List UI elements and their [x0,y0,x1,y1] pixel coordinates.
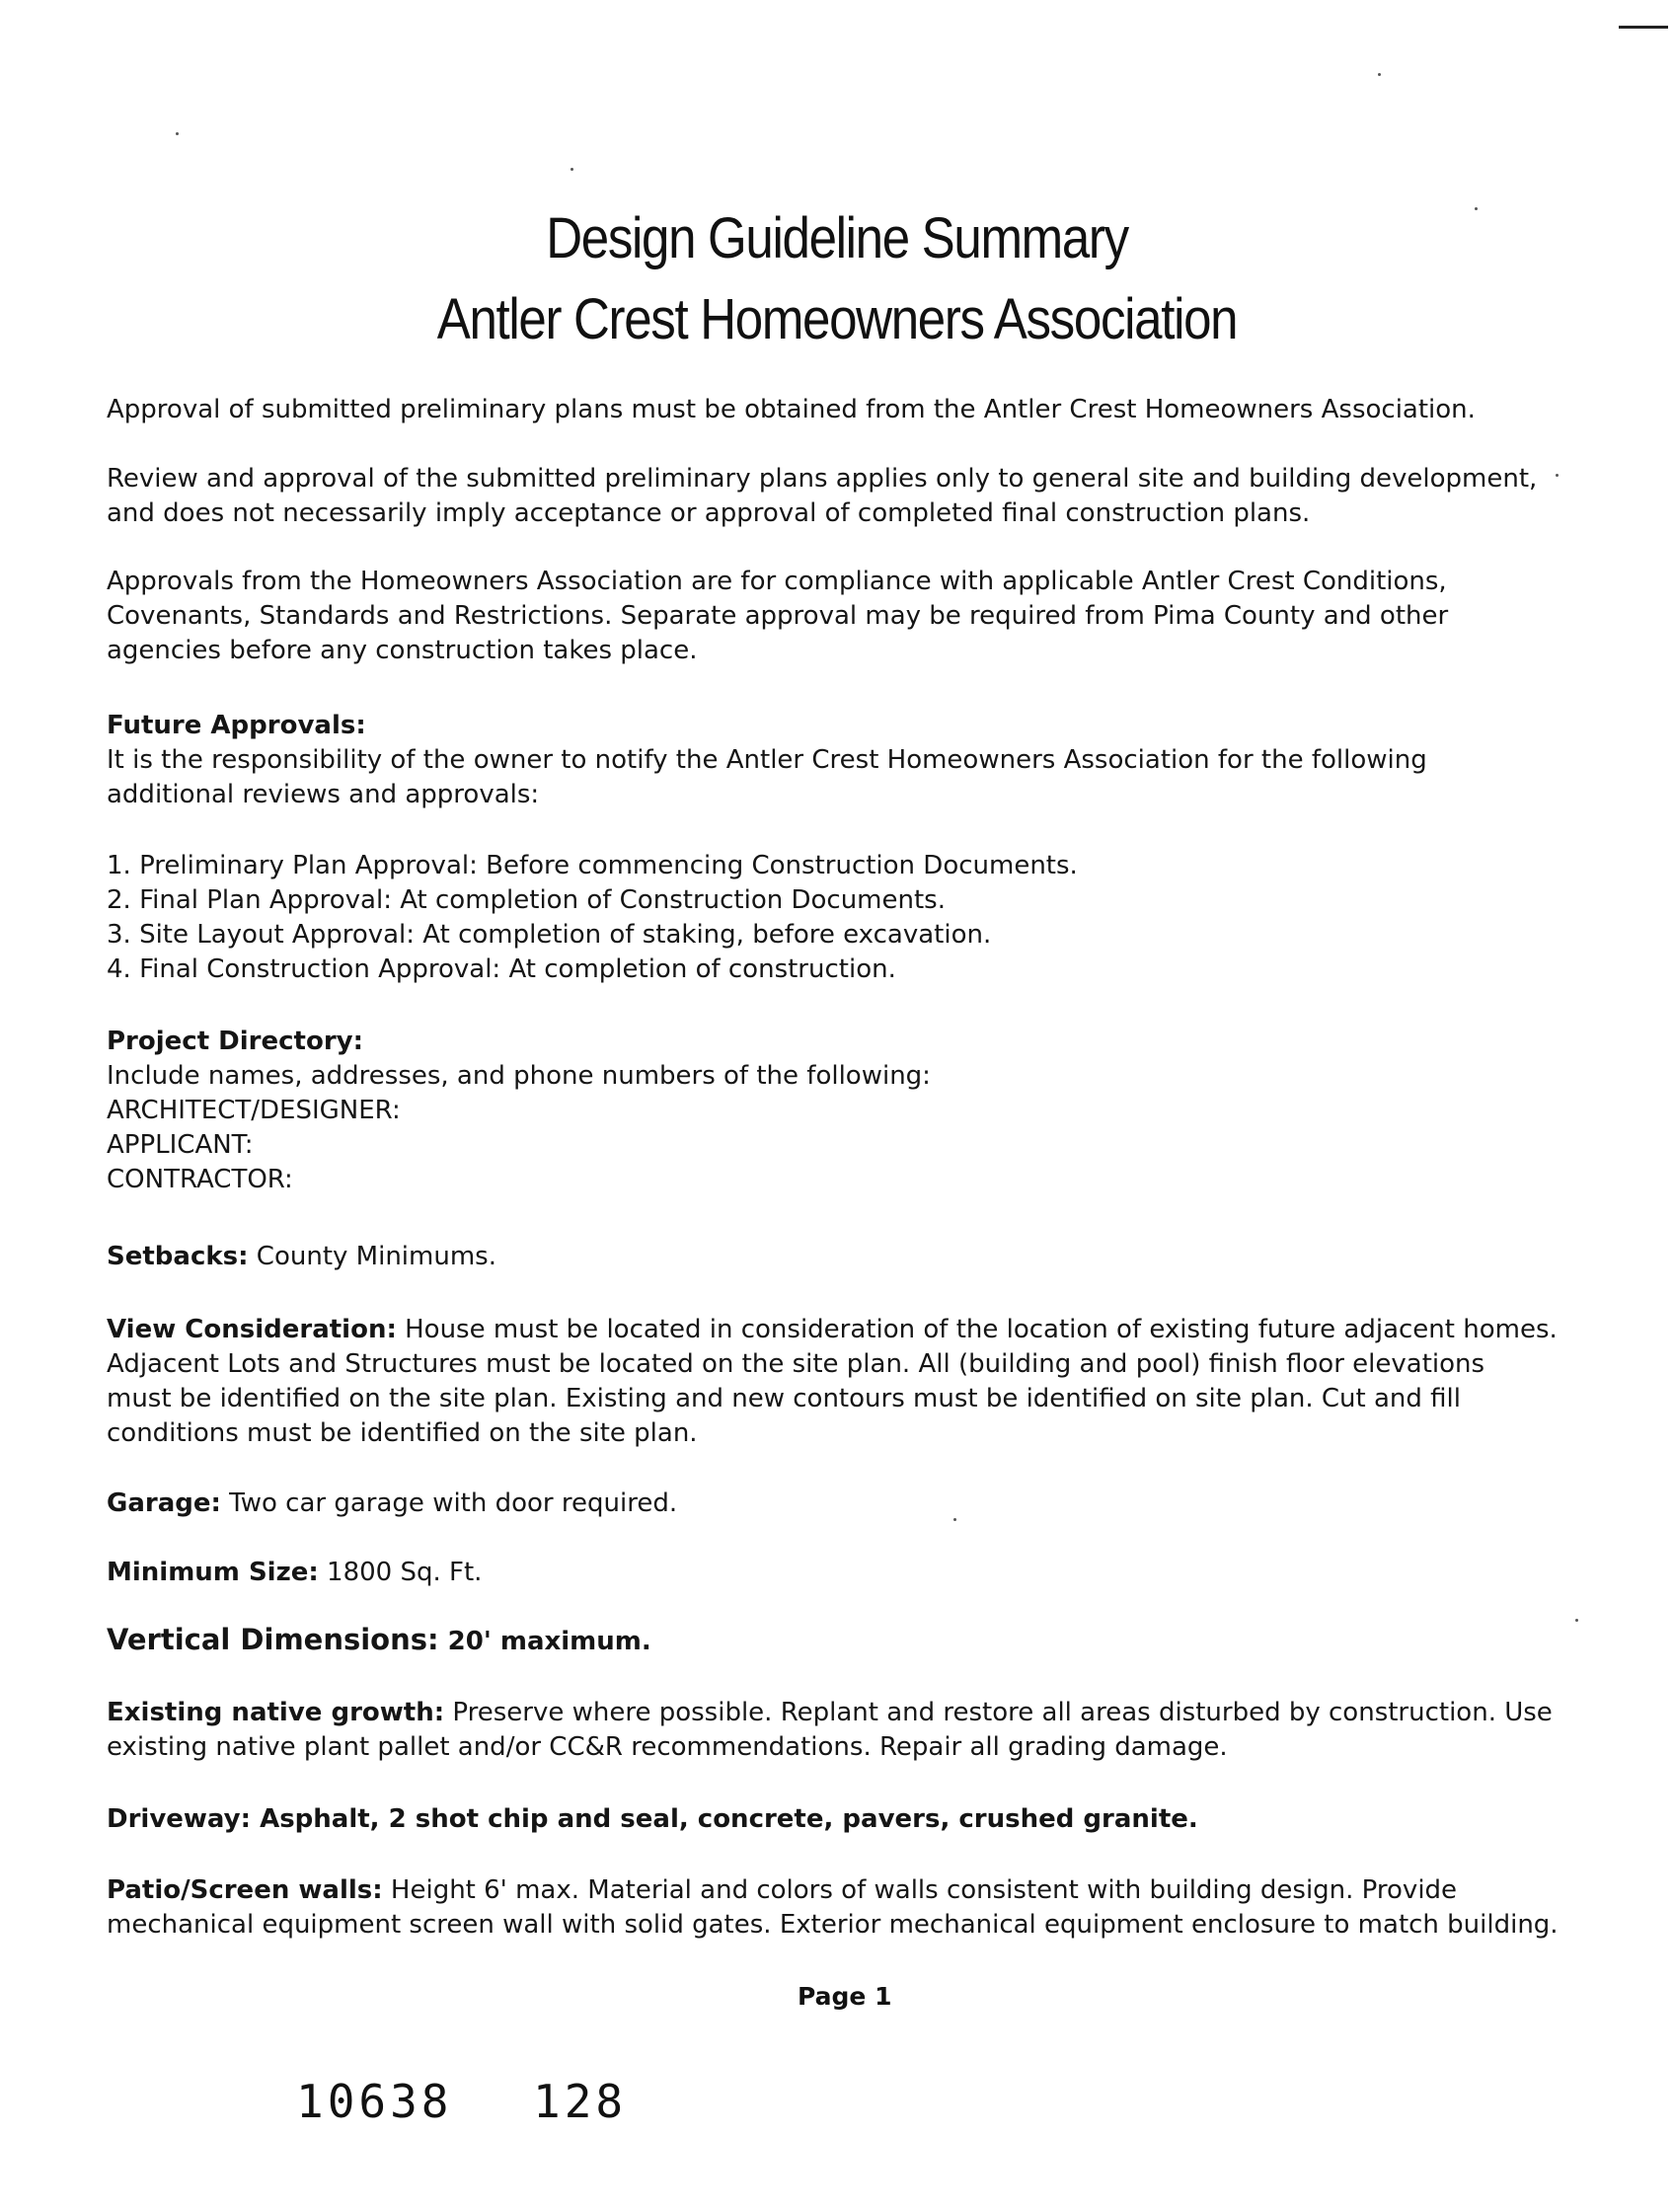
scan-speck [1575,1619,1578,1622]
list-item: 3. Site Layout Approval: At completion of staking, before excavation. [107,920,992,950]
view-consideration-section: View Consideration: House must be located in consideration of the location of existing future adjacent homes. Adjacent Lots and Structures must be located on the site plan. All (building and pool) finish floor elevations must be identified on the site plan. Existing and new contours must be identified on site plan. Cut and fill conditions must be identified on the site plan. [107,1315,1558,1448]
driveway-section: Driveway: Asphalt, 2 shot chip and seal, concrete, pavers, crushed granite. [107,1804,1198,1834]
intro-paragraph-3: Approvals from the Homeowners Association are for compliance with applicable Antler Crest Conditions, Covenants, Standards and Restrictions. Separate approval may be required from Pima County and other agencies before any construction takes place. [107,567,1449,665]
future-approvals-section: Future Approvals: It is the responsibility of the owner to notify the Antler Crest Homeowners Association for the following additional reviews and approvals: [107,709,1607,812]
document-title: Design Guideline Summary [546,206,1128,270]
list-item: 1. Preliminary Plan Approval: Before commencing Construction Documents. [107,851,1078,880]
page-number-stamp: 128 [533,2075,628,2128]
patio-walls-section: Patio/Screen walls: Height 6' max. Material and colors of walls consistent with building design. Provide mechanical equipment screen wall with solid gates. Exterior mechanical equipment enclosure to match building. [107,1875,1559,1940]
minimum-size-section: Minimum Size: 1800 Sq. Ft. [107,1558,483,1587]
native-growth-section: Existing native growth: Preserve where possible. Replant and restore all areas disturbed by construction. Use existing native plant pallet and/or CC&R recommendations. Repair all grading damage. [107,1698,1553,1762]
section-label: Driveway: [107,1804,252,1834]
section-heading: Project Directory: [107,1027,363,1056]
project-directory-section: Project Directory: Include names, addresses, and phone numbers of the following: ARCHITECT/DESIGNER: APPLICANT: CONTRACTOR: [107,1025,1607,1197]
list-item: 2. Final Plan Approval: At completion of Construction Documents. [107,885,946,915]
section-heading: Future Approvals: [107,711,366,740]
scan-speck [1378,73,1381,76]
section-label: Setbacks: [107,1242,249,1271]
section-label: View Consideration: [107,1315,397,1344]
document-number-stamp: 10638 [296,2075,453,2128]
garage-section: Garage: Two car garage with door required. [107,1488,678,1518]
page-number: Page 1 [798,1982,892,2011]
section-label: Patio/Screen walls: [107,1875,383,1905]
section-label: Minimum Size: [107,1558,319,1587]
scan-speck [571,168,573,171]
intro-paragraph-1: Approval of submitted preliminary plans must be obtained from the Antler Crest Homeowners Association. [107,395,1476,424]
scan-edge-mark [1619,26,1668,29]
setbacks-section: Setbacks: County Minimums. [107,1242,496,1271]
section-label: Vertical Dimensions: [107,1623,439,1656]
section-label: Garage: [107,1488,221,1518]
list-item: 4. Final Construction Approval: At completion of construction. [107,954,896,984]
vertical-dimensions-section: Vertical Dimensions: 20' maximum. [107,1623,651,1656]
document-subtitle: Antler Crest Homeowners Association [436,287,1238,351]
scan-speck [176,132,179,135]
approval-list [107,849,1607,987]
section-label: Existing native growth: [107,1698,445,1727]
intro-paragraph-2: Review and approval of the submitted preliminary plans applies only to general site and building development, and does not necessarily imply acceptance or approval of completed final construction plans. [107,464,1538,528]
